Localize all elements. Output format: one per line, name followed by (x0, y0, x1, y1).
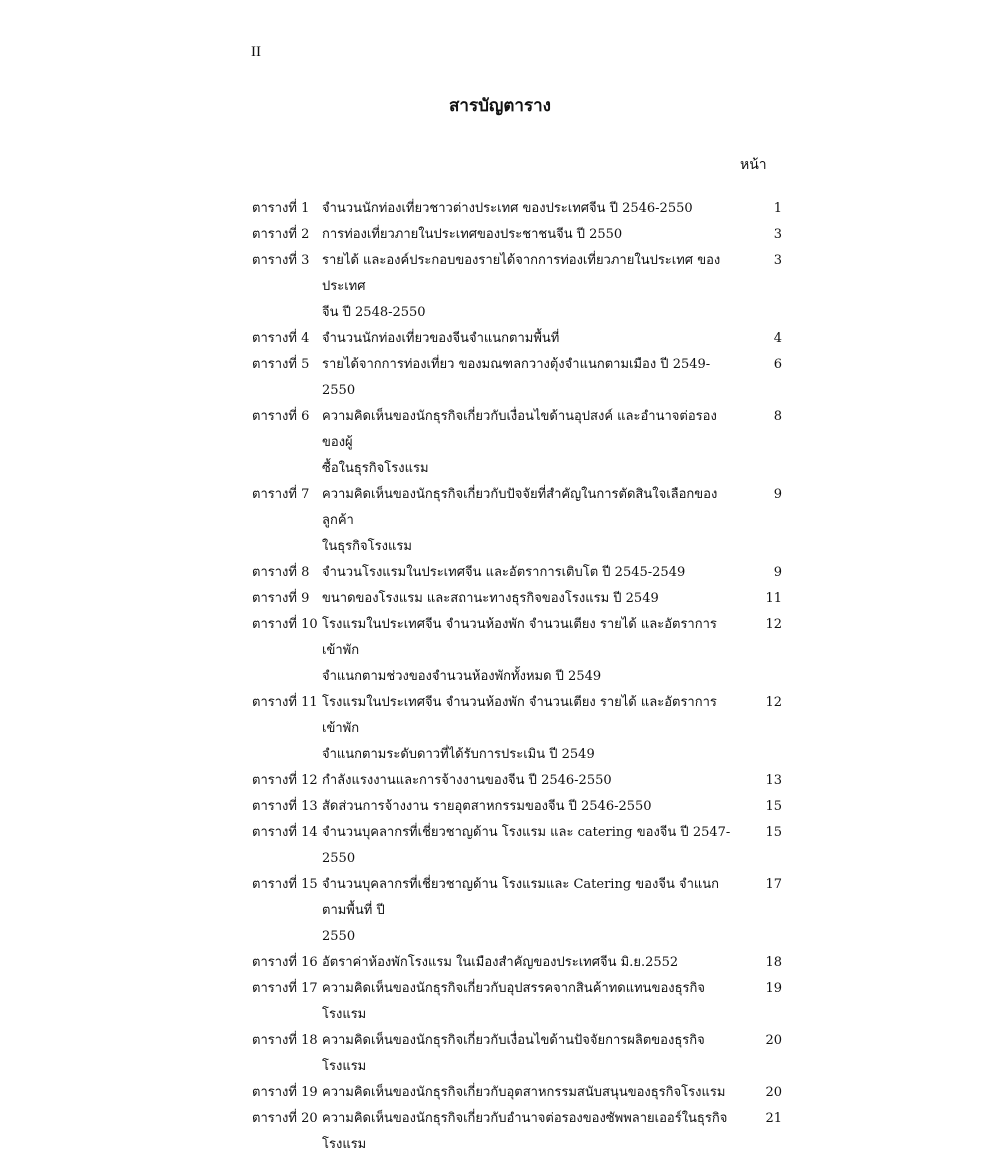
table-list-item (252, 248, 782, 300)
table-of-tables (252, 196, 782, 1158)
page-title: สารบัญตาราง (449, 96, 551, 116)
table-entry-label: ตารางที่ 16 (252, 955, 318, 970)
table-entry-title: รายได้จากการท่องเที่ยว ของมณฑลกวางตุ้งจำแนกตามเมือง ปี 2549-2550 (322, 357, 711, 398)
table-entry-label (252, 1132, 322, 1158)
table-entry-page: 18 (765, 955, 782, 970)
table-entry-title: ความคิดเห็นของนักธุรกิจเกี่ยวกับอุตสาหกรรมสนับสนุนของธุรกิจโรงแรม (322, 1085, 726, 1100)
table-entry-page: 6 (773, 357, 782, 372)
table-entry-page: 11 (765, 591, 782, 606)
table-entry-page: 8 (773, 409, 782, 424)
table-entry-label: ตารางที่ 5 (252, 357, 310, 372)
table-entry-title: ในธุรกิจโรงแรม (322, 539, 412, 554)
table-entry-label: ตารางที่ 15 (252, 877, 318, 892)
table-list-item (252, 950, 782, 976)
table-entry-title: จำนวนบุคลากรที่เชี่ยวชาญด้าน โรงแรมและ Catering ของจีน จำแนกตามพื้นที่ ปี (322, 877, 720, 918)
table-list-item (252, 586, 782, 612)
table-entry-label: ตารางที่ 12 (252, 773, 318, 788)
table-list-item (252, 196, 782, 222)
table-entry-page (732, 456, 782, 482)
table-list-item (252, 560, 782, 586)
table-entry-page: 3 (773, 227, 782, 242)
table-list-item (252, 534, 782, 560)
table-list-item (252, 222, 782, 248)
table-entry-label (252, 456, 322, 482)
table-entry-label: ตารางที่ 17 (252, 981, 318, 996)
table-entry-label: ตารางที่ 3 (252, 253, 310, 268)
table-entry-page: 3 (773, 253, 782, 268)
table-list-item (252, 820, 782, 872)
table-entry-title: จำนวนนักท่องเที่ยวของจีนจำแนกตามพื้นที่ (322, 331, 560, 346)
table-entry-title: ขนาดของโรงแรม และสถานะทางธุรกิจของโรงแรม ปี 2549 (322, 591, 659, 606)
table-entry-page: 15 (765, 799, 782, 814)
table-entry-label: ตารางที่ 8 (252, 565, 310, 580)
table-entry-title: รายได้ และองค์ประกอบของรายได้จากการท่องเที่ยวภายในประเทศ ของประเทศ (322, 253, 721, 294)
table-list-item (252, 326, 782, 352)
table-entry-label: ตารางที่ 14 (252, 825, 318, 840)
table-entry-title: ความคิดเห็นของนักธุรกิจเกี่ยวกับอำนาจต่อรองของซัพพลายเออร์ในธุรกิจ (322, 1111, 728, 1126)
table-list-item (252, 352, 782, 404)
table-entry-page: 19 (765, 981, 782, 996)
table-list-item (252, 404, 782, 456)
table-entry-label: ตารางที่ 10 (252, 617, 318, 632)
table-entry-label (252, 924, 322, 950)
table-entry-title: ความคิดเห็นของนักธุรกิจเกี่ยวกับเงื่อนไขด้านปัจจัยการผลิตของธุรกิจโรงแรม (322, 1033, 705, 1074)
table-list-item (252, 976, 782, 1028)
table-list-item (252, 1132, 782, 1158)
table-list-item (252, 482, 782, 534)
table-list-item (252, 456, 782, 482)
table-entry-page (732, 664, 782, 690)
table-list-item (252, 1028, 782, 1080)
table-entry-label: ตารางที่ 11 (252, 695, 318, 710)
table-entry-page: 15 (765, 825, 782, 840)
table-list-item (252, 742, 782, 768)
table-list-item (252, 1106, 782, 1132)
table-entry-label: ตารางที่ 19 (252, 1085, 318, 1100)
table-entry-label (252, 664, 322, 690)
table-entry-page: 12 (765, 695, 782, 710)
table-entry-page: 20 (765, 1033, 782, 1048)
table-entry-title: โรงแรมในประเทศจีน จำนวนห้องพัก จำนวนเตียง รายได้ และอัตราการเข้าพัก (322, 617, 717, 658)
table-entry-title: การท่องเที่ยวภายในประเทศของประชาชนจีน ปี 2550 (322, 227, 623, 242)
table-list-item (252, 794, 782, 820)
table-entry-title: ซื้อในธุรกิจโรงแรม (322, 461, 429, 476)
table-entry-label: ตารางที่ 4 (252, 331, 310, 346)
table-entry-title: ความคิดเห็นของนักธุรกิจเกี่ยวกับปัจจัยที่สำคัญในการตัดสินใจเลือกของลูกค้า (322, 487, 718, 528)
table-entry-label (252, 742, 322, 768)
table-entry-page (732, 924, 782, 950)
table-entry-title: จำนวนนักท่องเที่ยวชาวต่างประเทศ ของประเทศจีน ปี 2546-2550 (322, 201, 693, 216)
table-entry-page (732, 742, 782, 768)
table-entry-label: ตารางที่ 9 (252, 591, 310, 606)
table-entry-title: สัดส่วนการจ้างงาน รายอุตสาหกรรมของจีน ปี 2546-2550 (322, 799, 652, 814)
table-entry-title: โรงแรมในประเทศจีน จำนวนห้องพัก จำนวนเตียง รายได้ และอัตราการเข้าพัก (322, 695, 717, 736)
table-entry-label: ตารางที่ 7 (252, 487, 310, 502)
table-entry-title: จำแนกตามระดับดาวที่ได้รับการประเมิน ปี 2549 (322, 747, 595, 762)
table-entry-page (732, 534, 782, 560)
table-entry-page: 21 (765, 1111, 782, 1126)
table-entry-title: ความคิดเห็นของนักธุรกิจเกี่ยวกับเงื่อนไขด้านอุปสงค์ และอำนาจต่อรองของผู้ (322, 409, 717, 450)
table-entry-title: 2550 (322, 929, 356, 944)
table-list-item (252, 872, 782, 924)
table-entry-page: 1 (773, 201, 782, 216)
table-list-item (252, 612, 782, 664)
table-entry-title: จีน ปี 2548-2550 (322, 305, 426, 320)
table-entry-page: 20 (765, 1085, 782, 1100)
table-list-item (252, 690, 782, 742)
table-list-item (252, 1080, 782, 1106)
table-entry-title: จำแนกตามช่วงของจำนวนห้องพักทั้งหมด ปี 2549 (322, 669, 602, 684)
table-entry-label: ตารางที่ 13 (252, 799, 318, 814)
table-entry-label: ตารางที่ 18 (252, 1033, 318, 1048)
page-column-header: หน้า (740, 157, 767, 173)
table-entry-title: อัตราค่าห้องพักโรงแรม ในเมืองสำคัญของประเทศจีน มิ.ย.2552 (322, 955, 679, 970)
table-list-item (252, 664, 782, 690)
table-entry-title: ความคิดเห็นของนักธุรกิจเกี่ยวกับอุปสรรคจากสินค้าทดแทนของธุรกิจโรงแรม (322, 981, 706, 1022)
table-entry-label: ตารางที่ 6 (252, 409, 310, 424)
table-entry-label (252, 300, 322, 326)
table-entry-page (732, 300, 782, 326)
table-entry-label (252, 534, 322, 560)
table-entry-page: 9 (773, 487, 782, 502)
page-number: II (251, 44, 261, 60)
table-entry-page: 17 (765, 877, 782, 892)
table-entry-label: ตารางที่ 20 (252, 1111, 318, 1126)
table-list-item (252, 300, 782, 326)
table-entry-title: โรงแรม (322, 1137, 367, 1152)
table-entry-title: จำนวนโรงแรมในประเทศจีน และอัตราการเติบโต ปี 2545-2549 (322, 565, 686, 580)
table-list-item (252, 924, 782, 950)
table-entry-page: 13 (765, 773, 782, 788)
table-entry-label: ตารางที่ 1 (252, 201, 310, 216)
table-list-item (252, 768, 782, 794)
table-entry-page (732, 1132, 782, 1158)
table-entry-title: จำนวนบุคลากรที่เชี่ยวชาญด้าน โรงแรม และ catering ของจีน ปี 2547-2550 (322, 825, 731, 866)
table-entry-page: 9 (773, 565, 782, 580)
table-entry-page: 4 (773, 331, 782, 346)
table-entry-label: ตารางที่ 2 (252, 227, 310, 242)
table-entry-title: กำลังแรงงานและการจ้างงานของจีน ปี 2546-2550 (322, 773, 612, 788)
table-entry-page: 12 (765, 617, 782, 632)
